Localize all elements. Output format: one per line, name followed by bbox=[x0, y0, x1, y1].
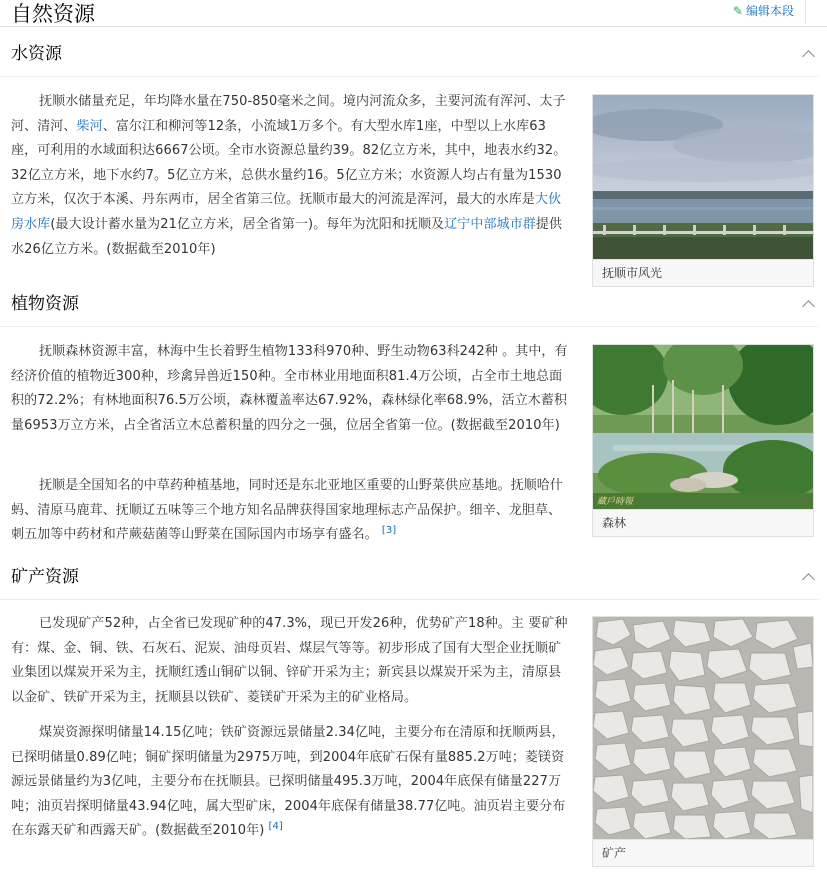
reference-link[interactable]: [4] bbox=[268, 821, 283, 833]
text-span: 、富尔江和柳河等12条，小流域1万多个。有大型水库1座，中型以上水库63座，可利用的水域面积达6667公顷。全市水资源总量约39。82亿立方米，其中，地表水约32。32亿立方米，地下水约7。5亿立方米，总供水量约16。5亿立方米；水资源人均占有量为1530立方米，仅次于本溪、丹东两市，居全省第三位。抚顺市最大的河流是浑河，最大的水库是 bbox=[11, 118, 567, 208]
mineral-paragraph-1: 已发现矿产52种，占全省已发现矿种的47.3%，现已开发26种，优势矿产18种。主 要矿种有：煤、金、铜、铁、石灰石、泥炭、油母页岩、煤层气等等。初步形成了国有大型企业抚顺矿业集团以煤炭开采为主，抚顺红透山铜矿以铜、锌矿开采为主；新宾县以煤炭开采为主，清原县以金矿、铁矿开采为主，抚顺县以铁矿、菱镁矿开采为主的矿业格局。 bbox=[11, 616, 568, 705]
figure-fushun-scenery[interactable] bbox=[592, 94, 814, 287]
link-chaihe[interactable]: 柴河 bbox=[76, 118, 103, 134]
title-divider bbox=[0, 26, 827, 27]
figure-caption: 森林 bbox=[593, 509, 813, 536]
pencil-icon: ✎ bbox=[732, 3, 743, 18]
link-dahuofang-reservoir[interactable]: 大伙房水库 bbox=[11, 192, 562, 232]
reference-link[interactable]: [3] bbox=[381, 524, 397, 536]
figure-forest[interactable] bbox=[592, 344, 814, 537]
forest-image bbox=[593, 345, 813, 509]
collapse-icon[interactable] bbox=[801, 46, 817, 62]
collapse-icon[interactable] bbox=[801, 569, 817, 585]
plant-paragraph-1: 抚顺森林资源丰富，林海中生长着野生植物133科970种、野生动物63科242种 。其中，有经济价值的植物近300种，珍禽异兽近150种。全市林业用地面积81.4万公顷，占全市土地总面积的72.2%；有林地面积76.5万公顷，森林覆盖率达67.92%，森林绿化率68.9%，活立木蓄积量6953万立方米，占全省活立木总蓄积量的四分之一强，位居全省第一位。(数据截至2010年) bbox=[11, 344, 568, 433]
section-divider bbox=[0, 76, 819, 77]
edit-section-link[interactable] bbox=[733, 2, 794, 19]
edit-label: 编辑本段 bbox=[745, 4, 794, 18]
text-span: 提供水26亿立方米。(数据截至2010年) bbox=[11, 216, 563, 257]
divider-icon bbox=[805, 0, 819, 24]
water-paragraph bbox=[11, 90, 569, 262]
text-span: 抚顺是全国知名的中草药种植基地，同时还是东北亚地区重要的山野菜供应基地。抚顺哈什蚂、清原马鹿茸、抚顺辽五味等三个地方知名品牌获得国家地理标志产品保护。细辛、龙胆草、刺五加等中药材和芹蕨菇菌等山野菜在国际国内市场享有盛名。 bbox=[11, 478, 564, 543]
plant-paragraph-2 bbox=[11, 474, 569, 548]
section-heading-mineral: 矿产资源 bbox=[11, 567, 79, 587]
section-divider bbox=[0, 599, 819, 600]
figure-caption: 矿产 bbox=[593, 839, 813, 866]
page-title: 自然资源 bbox=[11, 2, 95, 26]
figure-caption: 抚顺市风光 bbox=[593, 259, 813, 286]
section-heading-water: 水资源 bbox=[11, 44, 62, 64]
link-liaoning-city-cluster[interactable]: 辽宁中部城市群 bbox=[444, 216, 536, 232]
section-heading-plant: 植物资源 bbox=[11, 294, 79, 314]
fushun-scenery-image bbox=[593, 95, 813, 259]
svg-text:藏戶時報: 藏戶時報 bbox=[597, 496, 634, 506]
text-span: 煤炭资源探明储量14.15亿吨；铁矿资源远景储量2.34亿吨，主要分布在清原和抚顺两县，已探明储量0.89亿吨；铜矿探明储量为2975万吨，到2004年底矿石保有量885.2万吨；菱镁资源远景储量约为3亿吨，主要分布在抚顺县。已探明储量495.3万吨，2004年底保有储量227万吨；油页岩探明储量43.94亿吨，属大型矿床，2004年底保有储量38.77亿吨。油页岩主要分布在东露天矿和西露天矿。(数据截至2010年) bbox=[11, 725, 566, 839]
section-divider bbox=[0, 326, 819, 327]
mineral-image bbox=[593, 617, 813, 839]
text-span: (最大设计蓄水量为21亿立方米，居全省第一)。每年为沈阳和抚顺及 bbox=[50, 216, 445, 232]
mineral-paragraph-2 bbox=[11, 721, 569, 844]
figure-mineral[interactable] bbox=[592, 616, 814, 867]
text-span: 抚顺水储量充足，年均降水量在750-850毫米之间。境内河流众多，主要河流有浑河、太子河、清河、 bbox=[11, 94, 566, 134]
collapse-icon[interactable] bbox=[801, 296, 817, 312]
